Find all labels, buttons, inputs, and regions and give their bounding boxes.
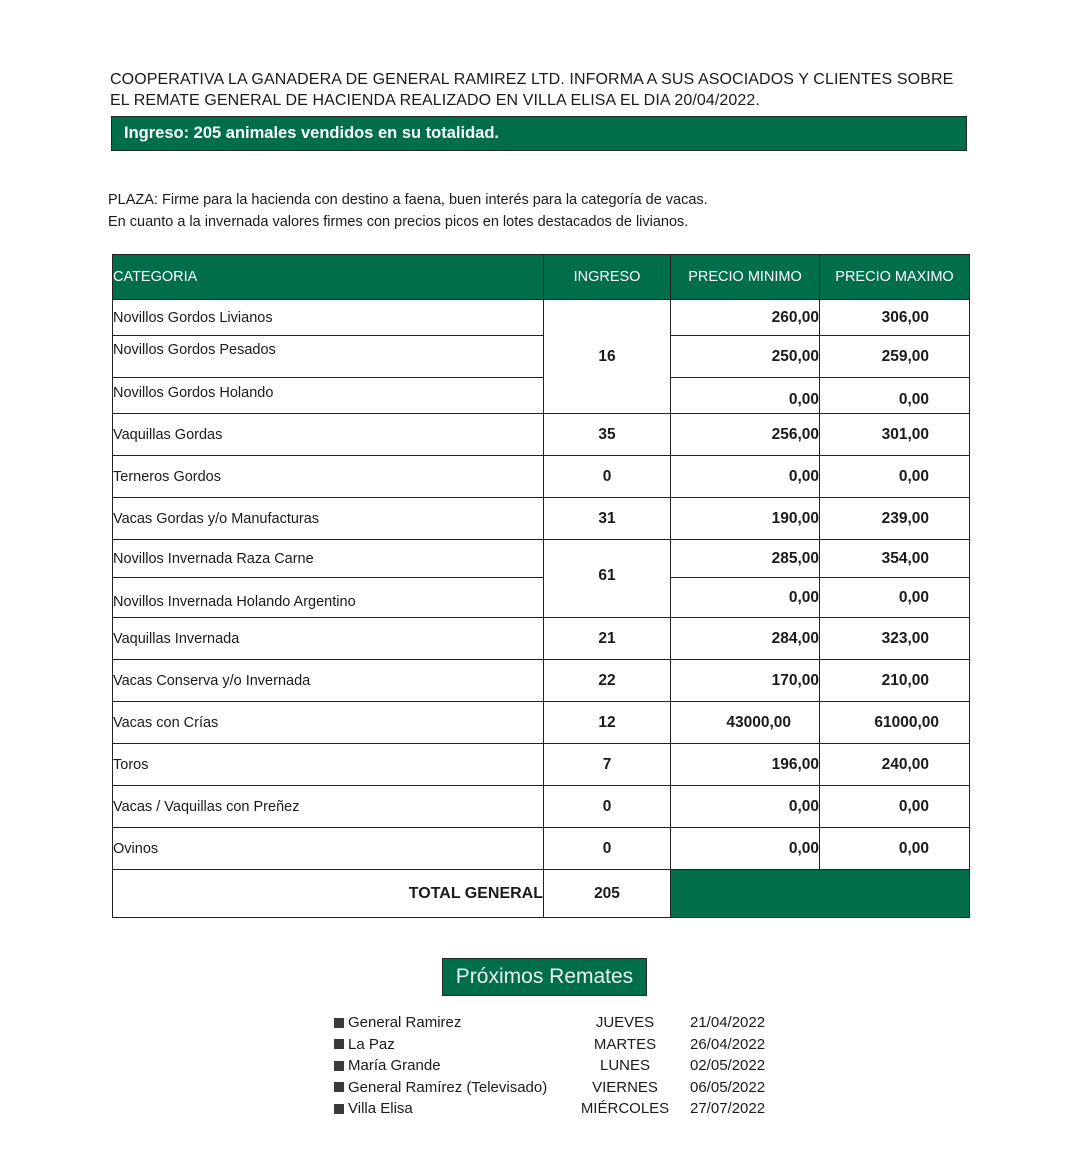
row-categoria: Vacas con Crías (113, 702, 544, 744)
remate-day: VIERNES (592, 1078, 658, 1096)
row-precio-max: 301,00 (820, 414, 970, 456)
row-categoria: Ovinos (113, 828, 544, 870)
row-precio-max: 0,00 (820, 828, 970, 870)
row-precio-min: 43000,00 (671, 702, 820, 744)
table-row (113, 498, 970, 540)
row-precio-max: 240,00 (820, 744, 970, 786)
row-ingreso: 0 (544, 828, 671, 870)
remate-date: 02/05/2022 (690, 1057, 766, 1074)
list-item (334, 1034, 820, 1056)
row-precio-max: 354,00 (820, 540, 970, 578)
remate-date: 26/04/2022 (690, 1035, 766, 1053)
row-categoria: Vaquillas Gordas (113, 414, 544, 456)
row-ingreso: 31 (544, 498, 671, 540)
header-categoria: CATEGORIA (113, 255, 544, 300)
row-precio-min: 0,00 (671, 786, 820, 828)
table-row (113, 540, 970, 578)
remate-day: JUEVES (595, 1014, 655, 1031)
total-label: TOTAL GENERAL (113, 870, 544, 918)
remate-date: 06/05/2022 (690, 1078, 766, 1096)
row-precio-min: 0,00 (671, 378, 820, 414)
row-categoria: Toros (113, 744, 544, 786)
list-item (334, 1055, 820, 1077)
remate-place: General Ramirez (348, 1014, 462, 1031)
header-precio-maximo: PRECIO MAXIMO (820, 255, 970, 300)
row-categoria: Vacas Conserva y/o Invernada (113, 660, 544, 702)
row-precio-max: 259,00 (820, 336, 970, 378)
row-precio-min: 0,00 (671, 456, 820, 498)
row-precio-min: 0,00 (671, 578, 820, 618)
row-categoria: Novillos Gordos Holando (113, 378, 544, 414)
table-row (113, 828, 970, 870)
remate-place: La Paz (348, 1035, 395, 1053)
plaza-text (108, 189, 868, 233)
row-precio-max: 61000,00 (820, 702, 970, 744)
row-ingreso: 12 (544, 702, 671, 744)
table-header-row (113, 255, 970, 300)
square-bullet-icon (334, 1018, 344, 1028)
list-item (334, 1077, 820, 1099)
row-precio-min: 196,00 (671, 744, 820, 786)
square-bullet-icon (334, 1104, 344, 1114)
table-row (113, 456, 970, 498)
row-precio-max: 0,00 (820, 786, 970, 828)
row-precio-min: 256,00 (671, 414, 820, 456)
total-fill-block (671, 870, 970, 918)
remate-place: Villa Elisa (348, 1100, 413, 1117)
row-ingreso: 7 (544, 744, 671, 786)
row-precio-max: 239,00 (820, 498, 970, 540)
table-row (113, 660, 970, 702)
remate-date: 21/04/2022 (690, 1014, 766, 1031)
list-item (334, 1098, 820, 1120)
table-row (113, 336, 970, 378)
row-categoria: Novillos Gordos Pesados (113, 336, 544, 378)
row-categoria: Novillos Gordos Livianos (113, 300, 544, 336)
row-precio-min: 285,00 (671, 540, 820, 578)
row-categoria: Vacas / Vaquillas con Preñez (113, 786, 544, 828)
header-precio-minimo: PRECIO MINIMO (671, 255, 820, 300)
row-precio-max: 210,00 (820, 660, 970, 702)
ingreso-banner: Ingreso: 205 animales vendidos en su totalidad. (111, 116, 967, 151)
square-bullet-icon (334, 1061, 344, 1071)
intro-line-1: COOPERATIVA LA GANADERA DE GENERAL RAMIREZ LTD. INFORMA A SUS ASOCIADOS Y CLIENTES SOBRE (110, 71, 954, 88)
row-categoria: Vaquillas Invernada (113, 618, 544, 660)
row-precio-min: 260,00 (671, 300, 820, 336)
table-row (113, 786, 970, 828)
table-row (113, 378, 970, 414)
remate-day: LUNES (599, 1057, 651, 1074)
row-precio-max: 0,00 (820, 456, 970, 498)
remate-day: MARTES (593, 1035, 657, 1053)
square-bullet-icon (334, 1039, 344, 1049)
table-row (113, 300, 970, 336)
remate-date: 27/07/2022 (690, 1100, 766, 1117)
plaza-line-2: En cuanto a la invernada valores firmes con precios picos en lotes destacados de livianos. (108, 214, 689, 230)
row-ingreso: 0 (544, 786, 671, 828)
intro-line-2: EL REMATE GENERAL DE HACIENDA REALIZADO EN VILLA ELISA EL DIA 20/04/2022. (110, 92, 760, 109)
plaza-line-1: PLAZA: Firme para la hacienda con destino a faena, buen interés para la categoría de vacas. (108, 192, 708, 208)
row-ingreso: 61 (544, 540, 671, 618)
row-precio-min: 190,00 (671, 498, 820, 540)
header-ingreso: INGRESO (544, 255, 671, 300)
table-row (113, 702, 970, 744)
row-precio-min: 0,00 (671, 828, 820, 870)
row-precio-max: 0,00 (820, 578, 970, 618)
row-precio-min: 250,00 (671, 336, 820, 378)
row-categoria: Novillos Invernada Holando Argentino (113, 578, 544, 618)
proximos-remates-title: Próximos Remates (442, 958, 647, 996)
row-categoria: Vacas Gordas y/o Manufacturas (113, 498, 544, 540)
row-precio-max: 306,00 (820, 300, 970, 336)
table-row (113, 578, 970, 618)
remate-day: MIÉRCOLES (580, 1100, 670, 1117)
row-ingreso: 21 (544, 618, 671, 660)
intro-text (110, 69, 970, 111)
row-precio-min: 170,00 (671, 660, 820, 702)
table-row (113, 618, 970, 660)
list-item (334, 1012, 820, 1034)
total-value: 205 (544, 870, 671, 918)
table-row (113, 744, 970, 786)
row-categoria: Terneros Gordos (113, 456, 544, 498)
table-row (113, 414, 970, 456)
row-precio-min: 284,00 (671, 618, 820, 660)
remates-list (334, 1012, 820, 1120)
price-table (112, 254, 970, 918)
row-ingreso: 16 (544, 300, 671, 414)
row-ingreso: 35 (544, 414, 671, 456)
row-categoria: Novillos Invernada Raza Carne (113, 540, 544, 578)
row-precio-max: 0,00 (820, 378, 970, 414)
remate-place: General Ramírez (Televisado) (348, 1078, 548, 1096)
square-bullet-icon (334, 1082, 344, 1092)
remate-place: María Grande (348, 1057, 441, 1074)
row-ingreso: 0 (544, 456, 671, 498)
row-ingreso: 22 (544, 660, 671, 702)
row-precio-max: 323,00 (820, 618, 970, 660)
total-row (113, 870, 970, 918)
